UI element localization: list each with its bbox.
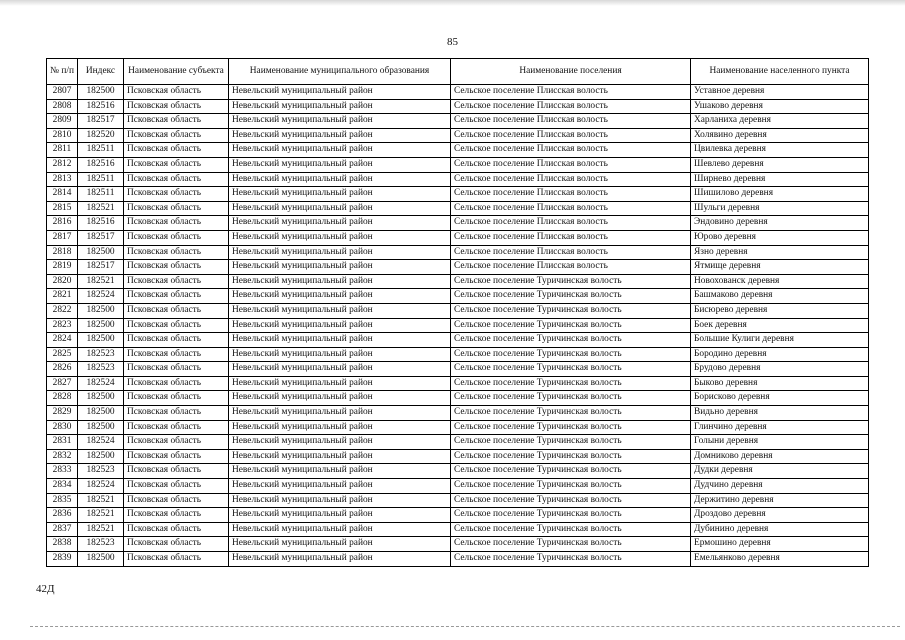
row-subject: Псковская область	[124, 552, 229, 567]
row-number: 2828	[47, 391, 78, 406]
row-subject: Псковская область	[124, 391, 229, 406]
row-locality: Новохованск деревня	[691, 274, 869, 289]
row-index: 182524	[78, 289, 124, 304]
row-number: 2823	[47, 318, 78, 333]
row-settlement: Сельское поселение Туричинская волость	[451, 303, 691, 318]
scan-shadow-top	[0, 0, 905, 6]
row-number: 2822	[47, 303, 78, 318]
row-locality: Бисюрево деревня	[691, 303, 869, 318]
row-index: 182516	[78, 216, 124, 231]
row-index: 182500	[78, 449, 124, 464]
table-row	[47, 216, 869, 231]
row-index: 182521	[78, 508, 124, 523]
table-row	[47, 479, 869, 494]
row-subject: Псковская область	[124, 435, 229, 450]
row-index: 182524	[78, 376, 124, 391]
row-index: 182500	[78, 391, 124, 406]
row-subject: Псковская область	[124, 114, 229, 129]
row-settlement: Сельское поселение Туричинская волость	[451, 406, 691, 421]
row-settlement: Сельское поселение Туричинская волость	[451, 391, 691, 406]
row-subject: Псковская область	[124, 493, 229, 508]
row-index: 182500	[78, 406, 124, 421]
row-settlement: Сельское поселение Плисская волость	[451, 114, 691, 129]
row-index: 182500	[78, 552, 124, 567]
table-row	[47, 508, 869, 523]
row-municipality: Невельский муниципальный район	[229, 201, 451, 216]
row-municipality: Невельский муниципальный район	[229, 376, 451, 391]
row-settlement: Сельское поселение Туричинская волость	[451, 537, 691, 552]
row-number: 2831	[47, 435, 78, 450]
row-municipality: Невельский муниципальный район	[229, 362, 451, 377]
row-municipality: Невельский муниципальный район	[229, 114, 451, 129]
row-locality: Шульги деревня	[691, 201, 869, 216]
row-subject: Псковская область	[124, 187, 229, 202]
row-locality: Харланиха деревня	[691, 114, 869, 129]
row-number: 2811	[47, 143, 78, 158]
row-number: 2834	[47, 479, 78, 494]
row-settlement: Сельское поселение Плисская волость	[451, 187, 691, 202]
row-subject: Псковская область	[124, 333, 229, 348]
row-index: 182511	[78, 172, 124, 187]
row-subject: Псковская область	[124, 289, 229, 304]
row-settlement: Сельское поселение Туричинская волость	[451, 274, 691, 289]
row-locality: Дубинино деревня	[691, 522, 869, 537]
row-municipality: Невельский муниципальный район	[229, 537, 451, 552]
table-row	[47, 347, 869, 362]
row-index: 182521	[78, 522, 124, 537]
row-index: 182521	[78, 201, 124, 216]
row-locality: Глинчино деревня	[691, 420, 869, 435]
row-number: 2817	[47, 230, 78, 245]
row-settlement: Сельское поселение Туричинская волость	[451, 333, 691, 348]
row-settlement: Сельское поселение Плисская волость	[451, 230, 691, 245]
row-index: 182523	[78, 464, 124, 479]
row-locality: Эндовино деревня	[691, 216, 869, 231]
row-number: 2839	[47, 552, 78, 567]
row-municipality: Невельский муниципальный район	[229, 216, 451, 231]
row-municipality: Невельский муниципальный район	[229, 464, 451, 479]
table-row	[47, 420, 869, 435]
row-number: 2820	[47, 274, 78, 289]
row-locality: Голыни деревня	[691, 435, 869, 450]
row-locality: Держитино деревня	[691, 493, 869, 508]
row-index: 182523	[78, 362, 124, 377]
row-settlement: Сельское поселение Плисская волость	[451, 85, 691, 100]
row-settlement: Сельское поселение Плисская волость	[451, 260, 691, 275]
row-number: 2809	[47, 114, 78, 129]
row-settlement: Сельское поселение Плисская волость	[451, 201, 691, 216]
row-number: 2812	[47, 157, 78, 172]
row-settlement: Сельское поселение Туричинская волость	[451, 479, 691, 494]
row-locality: Бородино деревня	[691, 347, 869, 362]
row-municipality: Невельский муниципальный район	[229, 172, 451, 187]
table-row	[47, 230, 869, 245]
row-municipality: Невельский муниципальный район	[229, 493, 451, 508]
row-index: 182516	[78, 99, 124, 114]
page-number: 85	[447, 36, 458, 48]
row-index: 182517	[78, 230, 124, 245]
row-number: 2815	[47, 201, 78, 216]
settlements-table	[46, 58, 869, 567]
row-index: 182500	[78, 333, 124, 348]
row-municipality: Невельский муниципальный район	[229, 99, 451, 114]
table-row	[47, 245, 869, 260]
table-row	[47, 406, 869, 421]
row-municipality: Невельский муниципальный район	[229, 245, 451, 260]
row-number: 2838	[47, 537, 78, 552]
row-number: 2826	[47, 362, 78, 377]
row-number: 2813	[47, 172, 78, 187]
header-municipality: Наименование муниципального образования	[229, 59, 451, 85]
table-body	[47, 85, 869, 567]
row-number: 2808	[47, 99, 78, 114]
row-number: 2829	[47, 406, 78, 421]
table-row	[47, 493, 869, 508]
row-municipality: Невельский муниципальный район	[229, 157, 451, 172]
row-settlement: Сельское поселение Туричинская волость	[451, 289, 691, 304]
row-index: 182500	[78, 245, 124, 260]
row-subject: Псковская область	[124, 143, 229, 158]
row-settlement: Сельское поселение Туричинская волость	[451, 420, 691, 435]
table-row	[47, 114, 869, 129]
row-locality: Башмаково деревня	[691, 289, 869, 304]
row-subject: Псковская область	[124, 128, 229, 143]
table-row	[47, 449, 869, 464]
table-row	[47, 537, 869, 552]
row-subject: Псковская область	[124, 522, 229, 537]
row-settlement: Сельское поселение Туричинская волость	[451, 464, 691, 479]
row-locality: Емельянково деревня	[691, 552, 869, 567]
row-municipality: Невельский муниципальный район	[229, 347, 451, 362]
row-subject: Псковская область	[124, 201, 229, 216]
table-row	[47, 201, 869, 216]
row-subject: Псковская область	[124, 537, 229, 552]
row-municipality: Невельский муниципальный район	[229, 274, 451, 289]
row-settlement: Сельское поселение Плисская волость	[451, 128, 691, 143]
row-number: 2819	[47, 260, 78, 275]
row-locality: Брудово деревня	[691, 362, 869, 377]
row-settlement: Сельское поселение Плисская волость	[451, 157, 691, 172]
row-locality: Ушаково деревня	[691, 99, 869, 114]
table-row	[47, 464, 869, 479]
row-settlement: Сельское поселение Туричинская волость	[451, 522, 691, 537]
row-settlement: Сельское поселение Туричинская волость	[451, 376, 691, 391]
row-municipality: Невельский муниципальный район	[229, 128, 451, 143]
table-row	[47, 172, 869, 187]
row-subject: Псковская область	[124, 99, 229, 114]
row-number: 2810	[47, 128, 78, 143]
row-index: 182517	[78, 260, 124, 275]
row-municipality: Невельский муниципальный район	[229, 333, 451, 348]
row-subject: Псковская область	[124, 230, 229, 245]
row-subject: Псковская область	[124, 420, 229, 435]
row-number: 2816	[47, 216, 78, 231]
scan-edge-bottom	[30, 626, 900, 628]
row-locality: Домниково деревня	[691, 449, 869, 464]
row-index: 182520	[78, 128, 124, 143]
row-index: 182521	[78, 493, 124, 508]
row-municipality: Невельский муниципальный район	[229, 449, 451, 464]
row-subject: Псковская область	[124, 157, 229, 172]
row-municipality: Невельский муниципальный район	[229, 406, 451, 421]
row-municipality: Невельский муниципальный район	[229, 391, 451, 406]
header-index: Индекс	[78, 59, 124, 85]
table-header-row	[47, 59, 869, 85]
row-municipality: Невельский муниципальный район	[229, 508, 451, 523]
row-index: 182500	[78, 303, 124, 318]
row-settlement: Сельское поселение Плисская волость	[451, 216, 691, 231]
row-municipality: Невельский муниципальный район	[229, 318, 451, 333]
row-locality: Дроздово деревня	[691, 508, 869, 523]
header-number: № п/п	[47, 59, 78, 85]
row-locality: Ермошино деревня	[691, 537, 869, 552]
row-index: 182500	[78, 420, 124, 435]
row-municipality: Невельский муниципальный район	[229, 303, 451, 318]
row-settlement: Сельское поселение Туричинская волость	[451, 435, 691, 450]
row-subject: Псковская область	[124, 318, 229, 333]
row-settlement: Сельское поселение Туричинская волость	[451, 449, 691, 464]
row-number: 2824	[47, 333, 78, 348]
row-locality: Цвилевка деревня	[691, 143, 869, 158]
row-municipality: Невельский муниципальный район	[229, 289, 451, 304]
header-subject: Наименование субъекта	[124, 59, 229, 85]
row-settlement: Сельское поселение Плисская волость	[451, 143, 691, 158]
table-row	[47, 260, 869, 275]
row-subject: Псковская область	[124, 406, 229, 421]
row-index: 182516	[78, 157, 124, 172]
row-locality: Холявино деревня	[691, 128, 869, 143]
row-settlement: Сельское поселение Туричинская волость	[451, 362, 691, 377]
table-row	[47, 391, 869, 406]
row-subject: Псковская область	[124, 508, 229, 523]
row-subject: Псковская область	[124, 464, 229, 479]
row-subject: Псковская область	[124, 172, 229, 187]
row-index: 182524	[78, 435, 124, 450]
row-index: 182511	[78, 143, 124, 158]
row-number: 2830	[47, 420, 78, 435]
row-locality: Борисково деревня	[691, 391, 869, 406]
row-number: 2836	[47, 508, 78, 523]
header-settlement: Наименование поселения	[451, 59, 691, 85]
row-municipality: Невельский муниципальный район	[229, 522, 451, 537]
row-settlement: Сельское поселение Туричинская волость	[451, 347, 691, 362]
row-municipality: Невельский муниципальный район	[229, 479, 451, 494]
row-number: 2827	[47, 376, 78, 391]
table-row	[47, 435, 869, 450]
row-locality: Боек деревня	[691, 318, 869, 333]
table-row	[47, 376, 869, 391]
row-index: 182523	[78, 347, 124, 362]
row-subject: Псковская область	[124, 449, 229, 464]
row-index: 182500	[78, 85, 124, 100]
row-municipality: Невельский муниципальный район	[229, 143, 451, 158]
row-index: 182517	[78, 114, 124, 129]
row-municipality: Невельский муниципальный район	[229, 260, 451, 275]
table-row	[47, 187, 869, 202]
row-subject: Псковская область	[124, 479, 229, 494]
row-index: 182524	[78, 479, 124, 494]
row-locality: Шевлево деревня	[691, 157, 869, 172]
row-municipality: Невельский муниципальный район	[229, 230, 451, 245]
row-index: 182511	[78, 187, 124, 202]
table-row	[47, 143, 869, 158]
row-locality: Ширнево деревня	[691, 172, 869, 187]
row-locality: Видьно деревня	[691, 406, 869, 421]
row-municipality: Невельский муниципальный район	[229, 85, 451, 100]
row-number: 2837	[47, 522, 78, 537]
row-settlement: Сельское поселение Туричинская волость	[451, 493, 691, 508]
header-locality: Наименование населенного пункта	[691, 59, 869, 85]
row-number: 2832	[47, 449, 78, 464]
table-row	[47, 318, 869, 333]
table-row	[47, 552, 869, 567]
row-municipality: Невельский муниципальный район	[229, 187, 451, 202]
row-subject: Псковская область	[124, 362, 229, 377]
row-number: 2833	[47, 464, 78, 479]
table-row	[47, 303, 869, 318]
row-subject: Псковская область	[124, 347, 229, 362]
row-index: 182500	[78, 318, 124, 333]
table-row	[47, 85, 869, 100]
row-municipality: Невельский муниципальный район	[229, 420, 451, 435]
row-settlement: Сельское поселение Плисская волость	[451, 99, 691, 114]
table-row	[47, 157, 869, 172]
row-settlement: Сельское поселение Туричинская волость	[451, 552, 691, 567]
row-settlement: Сельское поселение Туричинская волость	[451, 318, 691, 333]
row-municipality: Невельский муниципальный район	[229, 552, 451, 567]
row-settlement: Сельское поселение Плисская волость	[451, 245, 691, 260]
table-row	[47, 333, 869, 348]
row-subject: Псковская область	[124, 376, 229, 391]
row-number: 2818	[47, 245, 78, 260]
row-subject: Псковская область	[124, 216, 229, 231]
table-row	[47, 99, 869, 114]
row-subject: Псковская область	[124, 303, 229, 318]
row-index: 182521	[78, 274, 124, 289]
row-number: 2835	[47, 493, 78, 508]
row-locality: Быково деревня	[691, 376, 869, 391]
row-subject: Псковская область	[124, 274, 229, 289]
table-row	[47, 522, 869, 537]
row-subject: Псковская область	[124, 245, 229, 260]
row-number: 2814	[47, 187, 78, 202]
row-locality: Юрово деревня	[691, 230, 869, 245]
row-number: 2821	[47, 289, 78, 304]
row-locality: Шишилово деревня	[691, 187, 869, 202]
table-row	[47, 128, 869, 143]
row-number: 2807	[47, 85, 78, 100]
row-subject: Псковская область	[124, 85, 229, 100]
row-locality: Уставное деревня	[691, 85, 869, 100]
table-row	[47, 289, 869, 304]
row-settlement: Сельское поселение Туричинская волость	[451, 508, 691, 523]
row-settlement: Сельское поселение Плисская волость	[451, 172, 691, 187]
row-locality: Дудчино деревня	[691, 479, 869, 494]
row-locality: Ятмище деревня	[691, 260, 869, 275]
row-number: 2825	[47, 347, 78, 362]
row-locality: Дудки деревня	[691, 464, 869, 479]
table-row	[47, 362, 869, 377]
row-subject: Псковская область	[124, 260, 229, 275]
page-code: 42Д	[36, 583, 55, 595]
row-index: 182523	[78, 537, 124, 552]
row-municipality: Невельский муниципальный район	[229, 435, 451, 450]
row-locality: Язно деревня	[691, 245, 869, 260]
row-locality: Большие Кулиги деревня	[691, 333, 869, 348]
table-row	[47, 274, 869, 289]
